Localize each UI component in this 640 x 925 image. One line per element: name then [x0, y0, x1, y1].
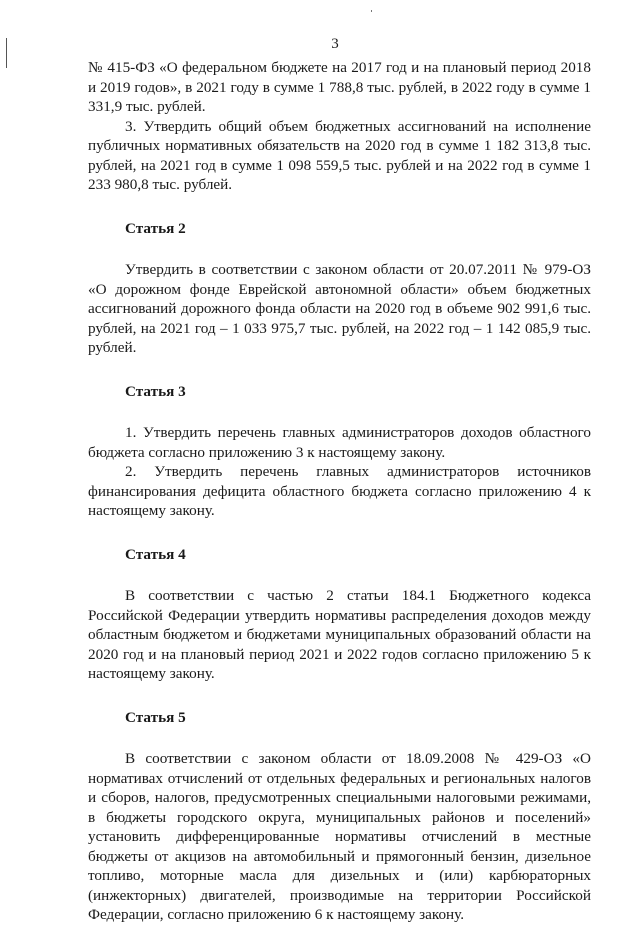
article-3-title: Статья 3 — [125, 382, 186, 400]
article-4-title: Статья 4 — [125, 545, 186, 563]
article-2-title: Статья 2 — [125, 219, 186, 237]
article-3-paragraph-1: 1. Утвердить перечень главных администраторов доходов областного бюджета согласно приложению 3 к настоящему закону. — [88, 424, 591, 461]
intro-paragraph-2: 3. Утвердить общий объем бюджетных ассигнований на исполнение публичных нормативных обязательств на 2020 год в сумме 1 182 313,8 тыс. рублей, на 2021 год в сумме 1 098 559,5 тыс. рублей и на 2022 год в сумме 1 233 980,8 тыс. рублей. — [88, 117, 591, 193]
intro-paragraph-1: № 415-ФЗ «О федеральном бюджете на 2017 год и на плановый период 2018 и 2019 годов», в 2021 году в сумме 1 788,8 тыс. рублей, в 2022 году в сумме 1 331,9 тыс. рублей. — [88, 59, 591, 115]
article-5-title: Статья 5 — [125, 708, 186, 726]
article-5-paragraph: В соответствии с законом области от 18.09.2008 № 429-ОЗ «О нормативах отчислений от отдельных федеральных и региональных налогов и сборов, налогов, предусмотренных специальными налоговыми режимами, в бюджеты городского округа, муниципальных районов и поселений» установить дифференцированные нормативы отчислений в местные бюджеты от акцизов на автомобильный и прямогонный бензин, дизельное топливо, моторные масла для дизельных и (или) карбюраторных (инжекторных) двигателей, производимые на территории Российской Федерации, согласно приложению 6 к настоящему закону. — [88, 750, 591, 923]
article-4-paragraph: В соответствии с частью 2 статьи 184.1 Бюджетного кодекса Российской Федерации утвердить нормативы распределения доходов между областным бюджетом и бюджетами муниципальных образований области на 2020 год и на плановый период 2021 и 2022 годов согласно приложению 5 к настоящему закону. — [88, 587, 591, 682]
scan-edge-mark — [6, 38, 7, 68]
page-number: 3 — [331, 36, 339, 52]
document-body — [88, 58, 591, 925]
article-3-paragraph-2: 2. Утвердить перечень главных администраторов источников финансирования дефицита областного бюджета согласно приложению 4 к настоящему закону. — [88, 463, 591, 519]
article-2-paragraph: Утвердить в соответствии с законом области от 20.07.2011 № 979-ОЗ «О дорожном фонде Еврейской автономной области» объем бюджетных ассигнований дорожного фонда области на 2020 год в объеме 902 991,6 тыс. рублей, на 2021 год – 1 033 975,7 тыс. рублей, на 2022 год – 1 142 085,9 тыс. рублей. — [88, 261, 591, 356]
scan-speck — [371, 10, 372, 12]
